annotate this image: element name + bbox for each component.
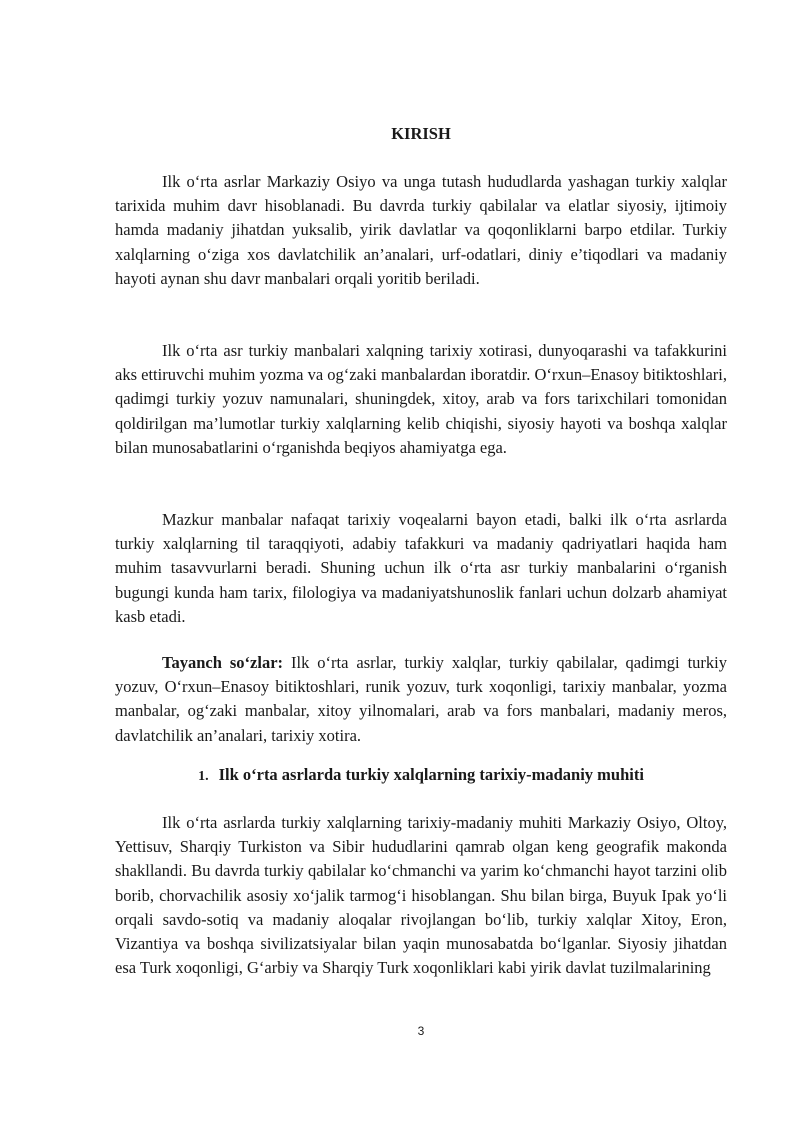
document-page xyxy=(115,0,727,1131)
keywords-text: Ilk o‘rta asrlar, turkiy xalqlar, turkiy qabilalar, qadimgi turkiy yozuv, O‘rxun–Enasoy bitiktoshlari, runik yozuv, turk xoqonligi, tarixiy manbalar, yozma manbalar, og‘zaki manbalar, xitoy yilnomalari, arab va fors manbalari, madaniy meros, davlatchilik an’analari, tarixiy xotira. xyxy=(115,653,728,745)
intro-paragraph-1: Ilk o‘rta asrlar Markaziy Osiyo va unga tutash hududlarda yashagan turkiy xalqlar tarixida muhim davr hisoblanadi. Bu davrda turkiy qabilalar va elatlar siyosiy, ijtimoiy hamda madaniy jihatdan yuksalib, yirik davlatlar va qoqonliklarni barpo etdilar. Turkiy xalqlarning o‘ziga xos davlatchilik an’analari, urf-odatlari, diniy e’tiqodlari va madaniy hayoti aynan shu davr manbalari orqali yoritib beriladi. xyxy=(115,172,727,288)
section-paragraph: Ilk o‘rta asrlarda turkiy xalqlarning tarixiy-madaniy muhiti Markaziy Osiyo, Oltoy, Yettisuv, Sharqiy Turkiston va Sibir hududlarini qamrab olgan keng geografik makonda shakllandi. Bu davrda turkiy qabilalar ko‘chmanchi va yarim ko‘chmanchi hayot tarzini olib borib, chorvachilik asosiy xo‘jalik tarmog‘i hisoblangan. Shu bilan birga, Buyuk Ipak yo‘li orqali savdo-sotiq va madaniy aloqalar rivojlangan bo‘lib, turkiy xalqlar Xitoy, Eron, Vizantiya va boshqa sivilizatsiyalar bilan yaqin munosabatda bo‘lganlar. Siyosiy jihatdan esa Turk xoqonligi, G‘arbiy va Sharqiy Turk xoqonliklari kabi yirik davlat tuzilmalarining xyxy=(115,813,727,978)
section-title: Ilk o‘rta asrlarda turkiy xalqlarning tarixiy-madaniy muhiti xyxy=(218,765,644,784)
keywords-paragraph xyxy=(115,651,727,748)
section-number: 1. xyxy=(198,769,209,784)
keywords-label: Tayanch so‘zlar: xyxy=(162,653,284,672)
intro-paragraph-3: Mazkur manbalar nafaqat tarixiy voqealarni bayon etadi, balki ilk o‘rta asrlarda turkiy xalqlarning til taraqqiyoti, adabiy tafakkuri va madaniy qadriyatlari haqida ham muhim tasavvurlarni beradi. Shuning uchun ilk o‘rta asr turkiy manbalarini o‘rganish bugungi kunda ham tarix, filologiya va madaniyatshunoslik fanlari uchun dolzarb ahamiyat kasb etadi. xyxy=(115,510,727,626)
page-title: KIRISH xyxy=(391,124,451,143)
intro-paragraph-2: Ilk o‘rta asr turkiy manbalari xalqning tarixiy xotirasi, dunyoqarashi va tafakkurini aks ettiruvchi muhim yozma va og‘zaki manbalardan iboratdir. O‘rxun–Enasoy bitiktoshlari, qadimgi turkiy yozuv namunalari, shuningdek, xitoy, arab va fors tarixchilari tomonidan qoldirilgan ma’lumotlar turkiy xalqlarning kelib chiqishi, siyosiy hayoti va boshqa xalqlar bilan munosabatlarini o‘rganishda beqiyos ahamiyatga ega. xyxy=(115,341,727,457)
page-number: 3 xyxy=(417,1024,425,1038)
section-heading xyxy=(115,763,727,789)
